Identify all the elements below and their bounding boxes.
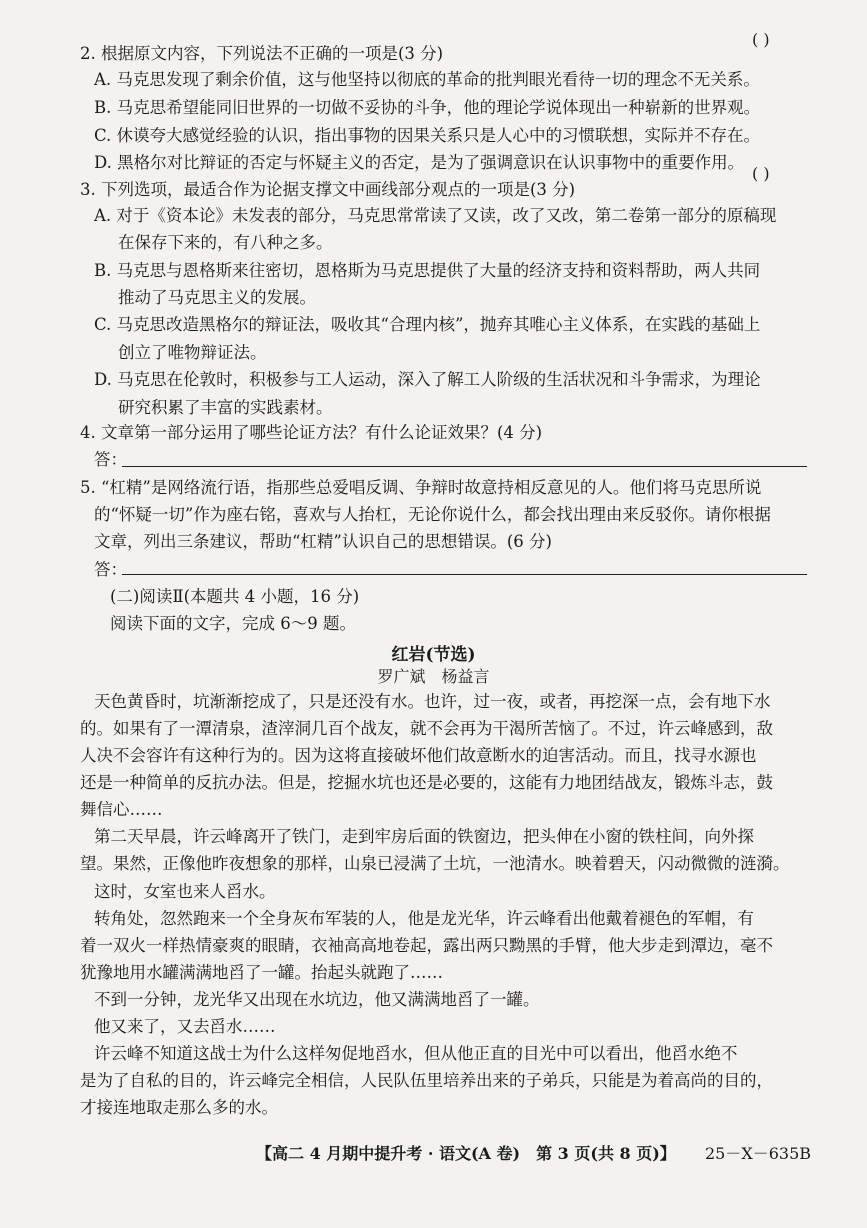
article-p1-l2: 的。如果有了一潭清泉，渣滓洞几百个战友，就不会再为干渴所苦恼了。不过，许云峰感到，敌 [80, 719, 773, 738]
article-p1-l3: 人决不会容许有这种行为的。因为这将直接破坏他们故意断水的迫害活动。而且，找寻水源也 [80, 746, 757, 765]
q3-option-a-cont: 在保存下来的，有八种之多。 [118, 233, 333, 252]
q2-option-d: D. 黑格尔对比辩证的否定与怀疑主义的否定，是为了强调意识在认识事物中的重要作用。 [94, 153, 745, 172]
q2-option-b: B. 马克思希望能同旧世界的一切做不妥协的斗争，他的理论学说体现出一种崭新的世界观。 [94, 98, 761, 117]
q3-option-b: B. 马克思与恩格斯来往密切，恩格斯为马克思提供了大量的经济支持和资料帮助，两人共同 [94, 261, 761, 280]
article-p2-l2: 望。果然，正像他昨夜想象的那样，山泉已浸满了土坑，一池清水。映着碧天，闪动微微的涟漪。 [80, 854, 790, 873]
q2-option-c: C. 休谟夸大感觉经验的认识，指出事物的因果关系只是人心中的习惯联想，实际并不存在。 [94, 126, 761, 145]
article-p1-l1: 天色黄昏时，坑渐渐挖成了，只是还没有水。也许，过一夜，或者，再挖深一点，会有地下水 [94, 692, 771, 711]
article-p5-l1: 不到一分钟，龙光华又出现在水坑边，他又满满地舀了一罐。 [94, 990, 540, 1009]
q2-option-a: A. 马克思发现了剩余价值，这与他坚持以彻底的革命的批判眼光看待一切的理念不无关系。 [94, 70, 760, 89]
paper-code: 25－X－635B [705, 1144, 812, 1163]
article-authors: 罗广斌 杨益言 [377, 667, 490, 686]
q3-answer-bracket: ( ) [752, 164, 770, 183]
q4-stem: 4. 文章第一部分运用了哪些论证方法？有什么论证效果？(4 分) [80, 423, 543, 442]
q5-stem-line-1: 5. “杠精”是网络流行语，指那些总爱唱反调、争辩时故意持相反意见的人。他们将马克思所说 [80, 478, 762, 497]
q3-option-c-cont: 创立了唯物辩证法。 [118, 343, 267, 362]
article-p7-l3: 才接连地取走那么多的水。 [80, 1098, 278, 1117]
q4-answer-label: 答： [94, 450, 127, 469]
article-p4-l3: 犹豫地用水罐满满地舀了一罐。抬起头就跑了…… [80, 963, 443, 982]
q2-stem: 2. 根据原文内容，下列说法不正确的一项是(3 分) [80, 44, 444, 63]
article-p4-l2: 着一双火一样热情豪爽的眼睛，衣袖高高地卷起，露出两只黝黑的手臂，他大步走到潭边，毫不 [80, 936, 773, 955]
q5-answer-line[interactable] [122, 574, 807, 575]
q3-option-c: C. 马克思改造黑格尔的辩证法，吸收其“合理内核”，抛弃其唯心主义体系，在实践的基础上 [94, 315, 761, 334]
q2-answer-bracket: ( ) [752, 30, 770, 49]
q5-stem-line-3: 文章，列出三条建议，帮助“杠精”认识自己的思想错误。(6 分) [94, 532, 552, 551]
q3-option-d: D. 马克思在伦敦时，积极参与工人运动，深入了解工人阶级的生活状况和斗争需求，为理论 [94, 370, 761, 389]
article-p1-l4: 还是一种简单的反抗办法。但是，挖掘水坑也还是必要的，这能有力地团结战友，锻炼斗志，鼓 [80, 773, 773, 792]
q3-option-b-cont: 推动了马克思主义的发展。 [118, 288, 316, 307]
article-p7-l2: 是为了自私的目的，许云峰完全相信，人民队伍里培养出来的子弟兵，只能是为着高尚的目的， [80, 1071, 773, 1090]
article-p1-l5: 舞信心…… [80, 800, 163, 819]
article-p6-l1: 他又来了，又去舀水…… [94, 1017, 276, 1036]
q3-stem: 3. 下列选项，最适合作为论据支撑文中画线部分观点的一项是(3 分) [80, 180, 576, 199]
article-p3-l1: 这时，女室也来人舀水。 [94, 882, 276, 901]
q3-option-d-cont: 研究积累了丰富的实践素材。 [118, 398, 333, 417]
article-p2-l1: 第二天早晨，许云峰离开了铁门，走到牢房后面的铁窗边，把头伸在小窗的铁柱间，向外探 [94, 827, 754, 846]
q3-option-a: A. 对于《资本论》未发表的部分，马克思常常读了又读，改了又改，第二卷第一部分的原稿现 [94, 206, 777, 225]
article-title: 红岩(节选) [391, 645, 476, 665]
section-instruction: 阅读下面的文字，完成 6～9 题。 [110, 614, 356, 633]
article-p7-l1: 许云峰不知道这战士为什么这样匆促地舀水，但从他正直的目光中可以看出，他舀水绝不 [94, 1044, 738, 1063]
q4-answer-line[interactable] [122, 466, 807, 467]
section-heading: (二)阅读Ⅱ(本题共 4 小题，16 分) [110, 587, 360, 606]
q5-stem-line-2: 的“怀疑一切”作为座右铭，喜欢与人抬杠，无论你说什么，都会找出理由来反驳你。请你根据 [94, 505, 771, 524]
article-p4-l1: 转角处，忽然跑来一个全身灰布军装的人，他是龙光华，许云峰看出他戴着褪色的军帽，有 [94, 909, 754, 928]
q5-answer-label: 答： [94, 560, 127, 579]
page-footer: 【高二 4 月期中提升考 · 语文(A 卷) 第 3 页(共 8 页)】 [256, 1144, 676, 1163]
